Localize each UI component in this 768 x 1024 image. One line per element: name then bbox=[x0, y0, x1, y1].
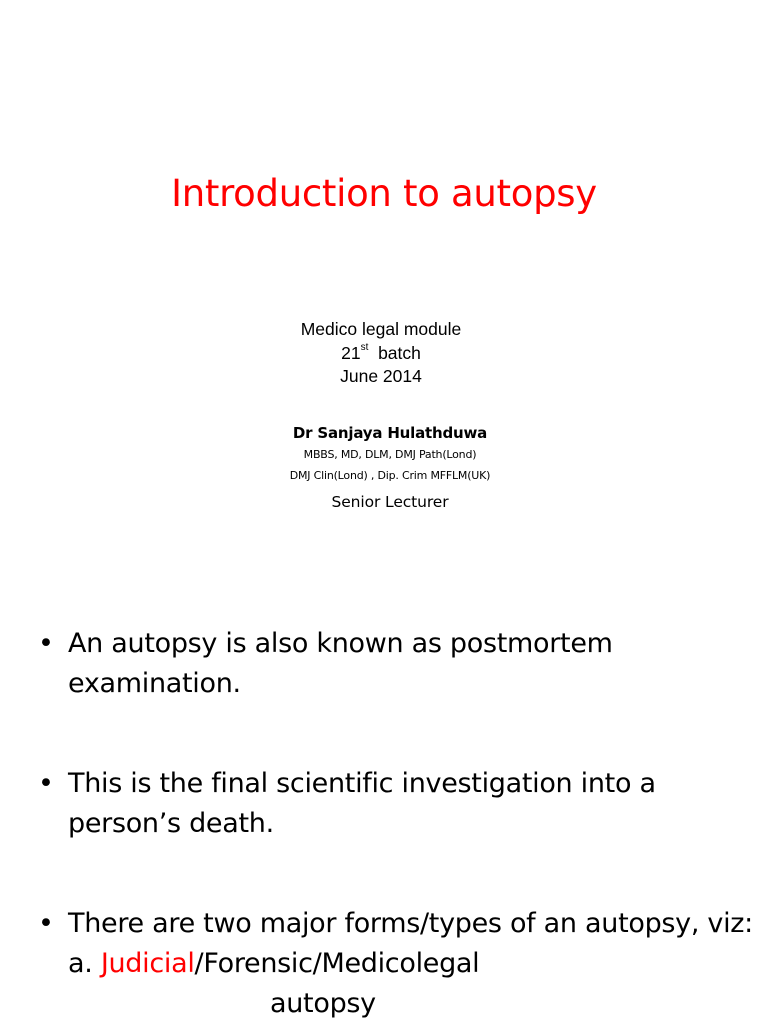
batch-number: 21 bbox=[341, 342, 361, 363]
bullet-icon: • bbox=[38, 908, 54, 939]
bullet-item bbox=[38, 764, 758, 844]
bullet-item bbox=[38, 904, 758, 1024]
author-credentials-line-1: MBBS, MD, DLM, DMJ Path(Lond) bbox=[303, 448, 477, 461]
bullet-text-prefix: There are two major forms/types of an autopsy, viz: a. bbox=[68, 908, 753, 979]
bullet-text: An autopsy is also known as postmortem examination. bbox=[68, 628, 613, 699]
module-name: Medico legal module bbox=[300, 319, 462, 339]
author-role: Senior Lecturer bbox=[331, 493, 449, 511]
module-info bbox=[0, 318, 762, 389]
batch-line bbox=[0, 342, 762, 366]
bullet-icon: • bbox=[38, 628, 54, 659]
author-block bbox=[0, 422, 768, 519]
slide-title: Introduction to autopsy bbox=[171, 172, 597, 215]
module-date: June 2014 bbox=[340, 366, 422, 386]
bullet-icon: • bbox=[38, 768, 54, 799]
bullet-highlight-judicial: Judicial bbox=[100, 948, 195, 979]
bullet-continuation: autopsy bbox=[270, 988, 376, 1019]
content-slide bbox=[0, 600, 768, 1024]
batch-ordinal-suffix: st bbox=[360, 341, 369, 353]
author-credentials-line-2: DMJ Clin(Lond) , Dip. Crim MFFLM(UK) bbox=[289, 469, 491, 482]
bullet-item bbox=[38, 624, 758, 704]
bullet-text: This is the final scientific investigation into a person’s death. bbox=[68, 768, 656, 839]
author-name: Dr Sanjaya Hulathduwa bbox=[292, 424, 488, 442]
batch-word: batch bbox=[378, 342, 421, 363]
bullet-text-suffix: /Forensic/Medicolegal bbox=[194, 948, 480, 979]
